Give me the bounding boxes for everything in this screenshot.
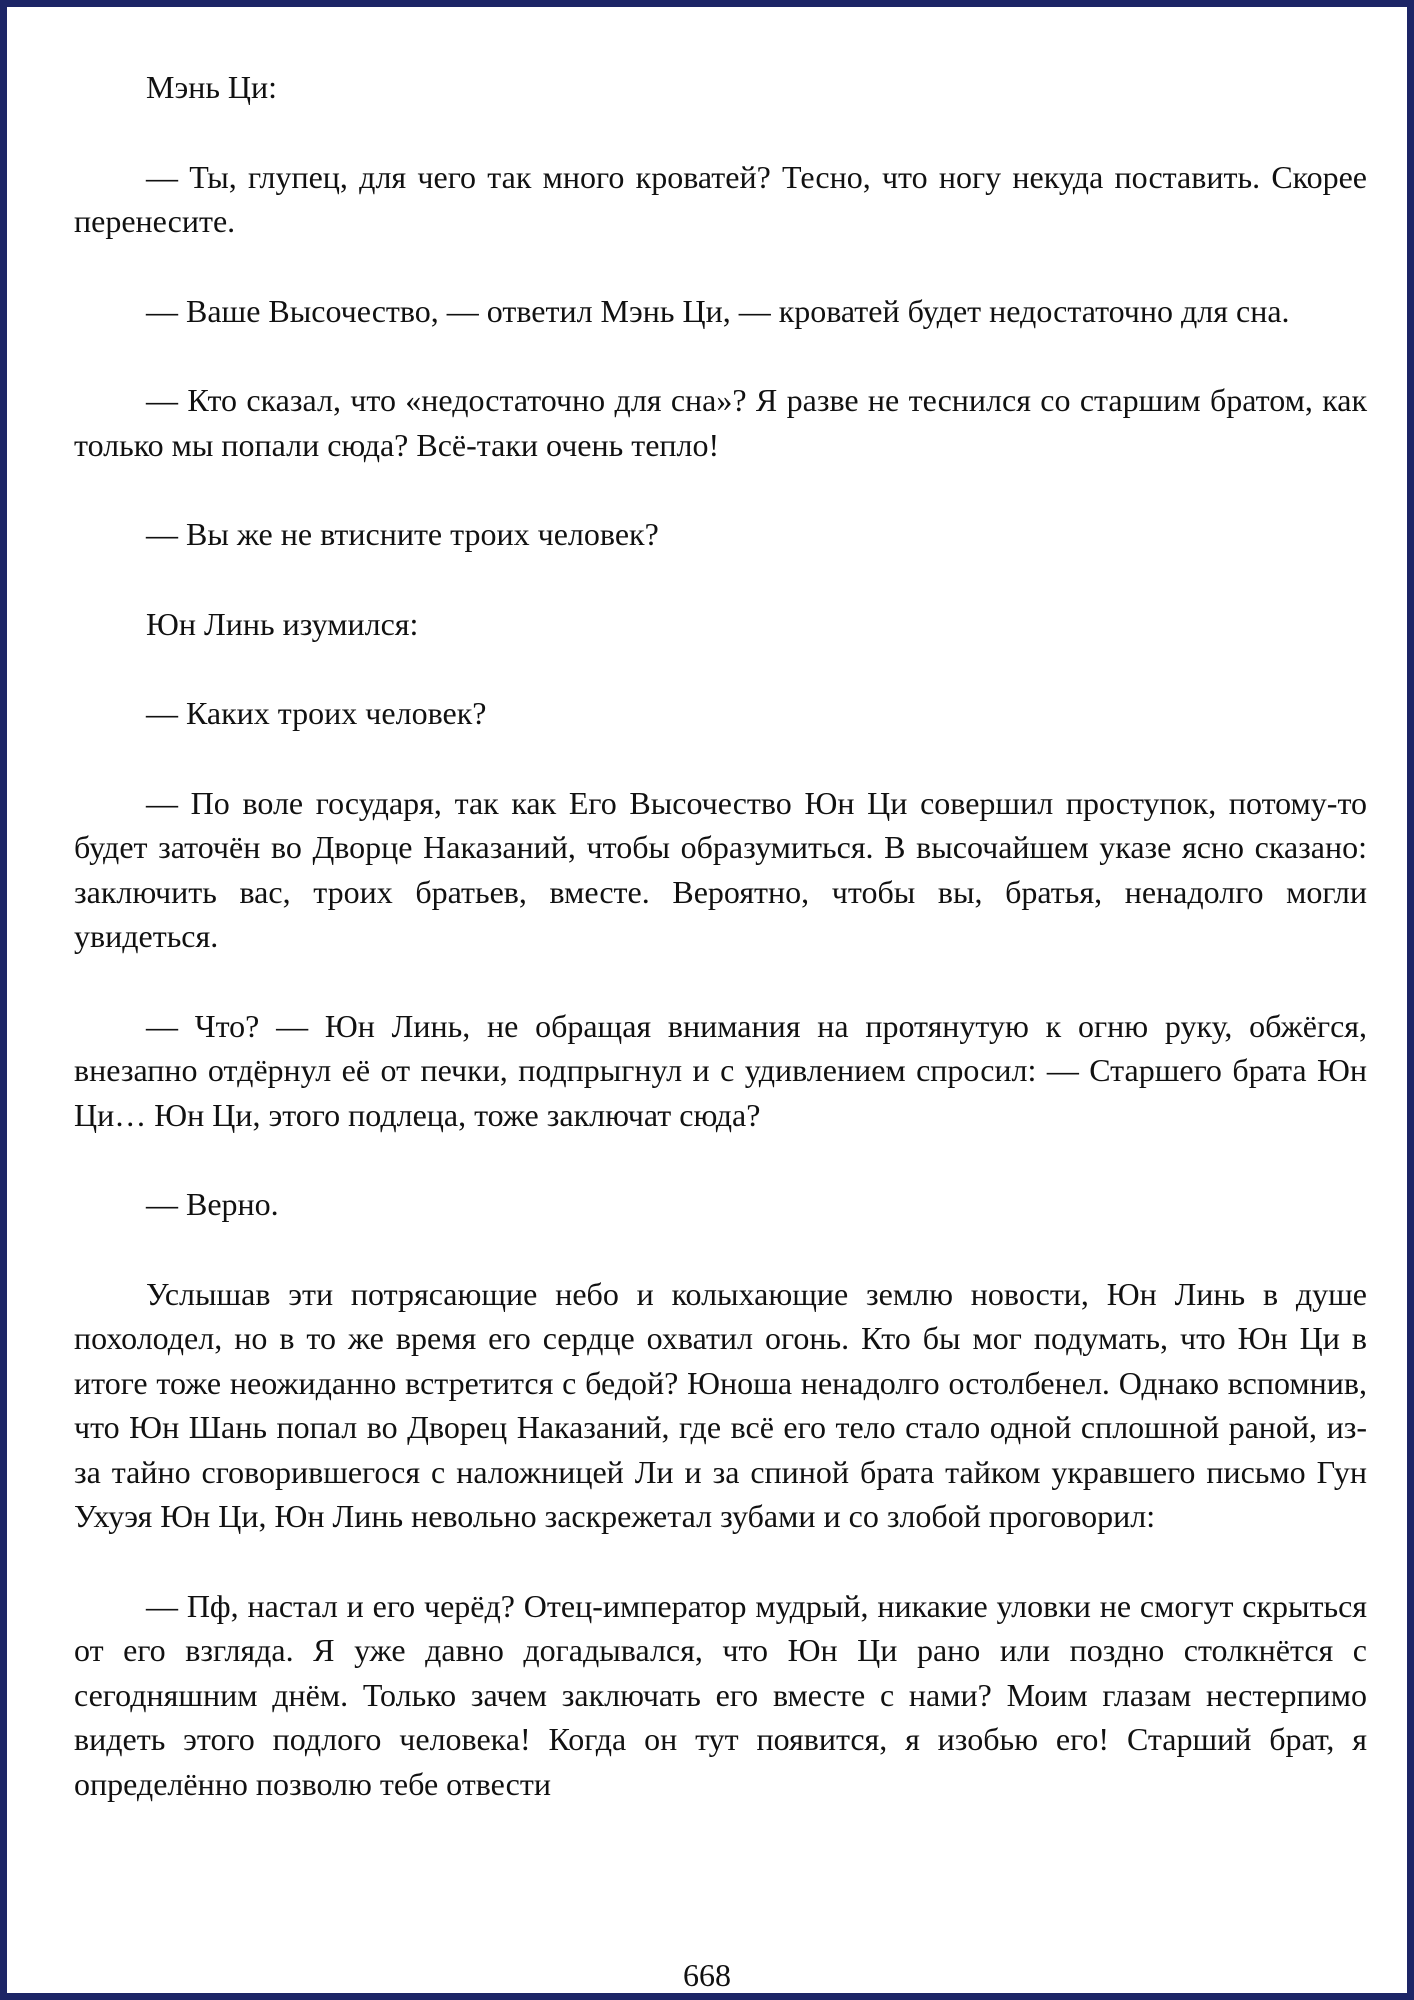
paragraph: — Пф, настал и его черёд? Отец-император мудрый, никакие уловки не смогут скрыться от его взгляда. Я уже давно догадывался, что Юн Ци рано или поздно столкнётся с сегодняшним днём. Только зачем заключать его вместе с нами? Моим глазам нестерпимо видеть этого подлого человека! Когда он тут появится, я изобью его! Старший брат, я определённо позволю тебе отвести	[74, 1587, 1367, 1802]
paragraph: — Вы же не втисните троих человек?	[146, 516, 659, 552]
paragraph: — Ты, глупец, для чего так много кроватей? Тесно, что ногу некуда поставить. Скорее перенесите.	[74, 158, 1367, 239]
page-number: 668	[683, 1957, 731, 1993]
paragraph: Услышав эти потрясающие небо и колыхающие землю новости, Юн Линь в душе похолодел, но в то же время его сердце охватил огонь. Кто бы мог подумать, что Юн Ци в итоге тоже неожиданно встретится с бедой? Юноша ненадолго остолбенел. Однако вспомнив, что Юн Шань попал во Дворец Наказаний, где всё его тело стало одной сплошной раной, из-за тайно сговорившегося с наложницей Ли и за спиной брата тайком укравшего письмо Гун Ухуэя Юн Ци, Юн Линь невольно заскрежетал зубами и со злобой проговорил:	[74, 1275, 1367, 1534]
paragraph: — Ваше Высочество, — ответил Мэнь Ци, — кроватей будет недостаточно для сна.	[146, 292, 1290, 329]
paragraph: — Что? — Юн Линь, не обращая внимания на протянутую к огню руку, обжёгся, внезапно отдёрнул её от печки, подпрыгнул и с удивлением спросил: — Старшего брата Юн Ци… Юн Ци, этого подлеца, тоже заключат сюда?	[74, 1007, 1367, 1133]
paragraph: Юн Линь изумился:	[146, 605, 419, 642]
paragraph: Мэнь Ци:	[146, 69, 278, 105]
paragraph: — Каких троих человек?	[146, 695, 487, 731]
paragraph: — Верно.	[146, 1186, 279, 1222]
paragraph: — По воле государя, так как Его Высочество Юн Ци совершил проступок, потому-то будет заточён во Дворце Наказаний, чтобы образумиться. В высочайшем указе ясно сказано: заключить вас, троих братьев, вместе. Вероятно, чтобы вы, братья, ненадолго могли увидеться.	[74, 784, 1367, 954]
paragraph: — Кто сказал, что «недостаточно для сна»? Я разве не теснился со старшим братом, как только мы попали сюда? Всё-таки очень тепло!	[74, 382, 1367, 463]
page-text	[74, 65, 1367, 1851]
